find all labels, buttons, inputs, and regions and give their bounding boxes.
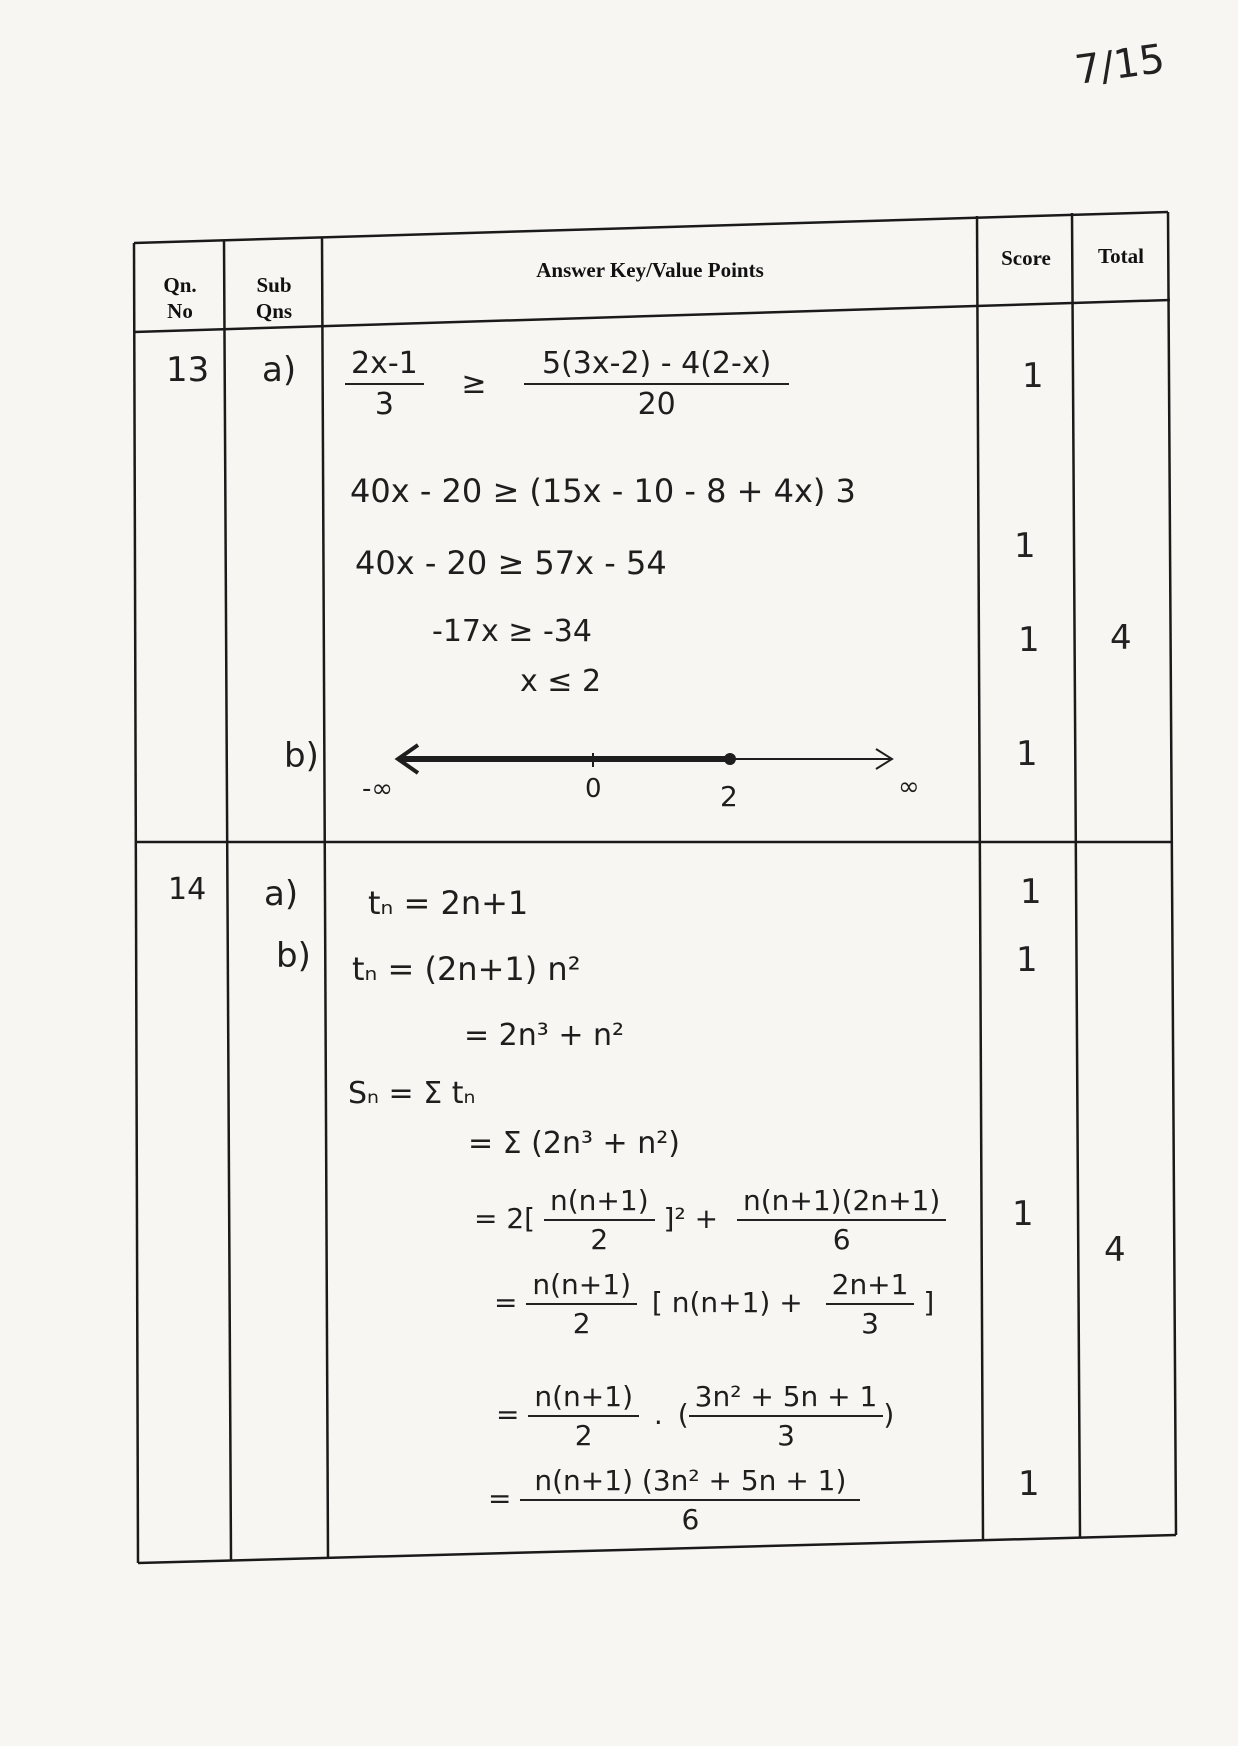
q14-line2: tₙ = (2n+1) n² <box>352 950 581 988</box>
q14-line3: = 2n³ + n² <box>464 1018 625 1053</box>
q13-numberline-two: 2 <box>720 780 738 813</box>
q14-line6-a-num: n(n+1) <box>544 1184 655 1221</box>
q14-line8-b-den: 3 <box>777 1419 795 1452</box>
q14-line9-den: 6 <box>681 1503 700 1536</box>
q14-score-2: 1 <box>1016 940 1038 980</box>
header-qn-no: Qn. No <box>163 273 197 323</box>
q13-score-1: 1 <box>1022 356 1044 396</box>
q14-line8-a-den: 2 <box>574 1419 593 1452</box>
q13-sub-b: b) <box>284 736 319 776</box>
q13-number-line <box>390 735 910 795</box>
q14-line6-b-den: 6 <box>832 1223 851 1256</box>
q14-sub-a: a) <box>264 874 299 914</box>
q14-score-4: 1 <box>1018 1464 1040 1504</box>
q14-line6-a-den: 2 <box>590 1223 609 1256</box>
q14-line8: = $\frac{n(n+1)}{2}$ . ( $\frac{\text{3n² + 5n + 1}}{3}$ ) <box>496 1380 895 1452</box>
q13-score-2: 1 <box>1014 526 1036 566</box>
header-score: Score <box>1001 246 1051 270</box>
q13-score-3: 1 <box>1018 620 1040 660</box>
q13-line1-rhs-den: 20 <box>637 387 676 422</box>
q14-line8-b-num: 3n² + 5n + 1 <box>689 1380 884 1417</box>
q14-line9-num: n(n+1) (3n² + 5n + 1) <box>520 1464 860 1501</box>
q14-line7-mid: [ n(n+1) + <box>651 1286 803 1319</box>
q13-numberline-zero: 0 <box>585 774 602 804</box>
q14-total: 4 <box>1104 1230 1126 1270</box>
q14-line6-prefix: = 2[ <box>474 1202 536 1235</box>
q13-line1-rhs-num: 5(3x-2) - 4(2-x) <box>524 346 789 385</box>
q14-line7-b-num: 2n+1 <box>826 1268 915 1305</box>
q13-score-4: 1 <box>1016 734 1038 774</box>
q14-line7-end: ] <box>923 1286 935 1319</box>
q14-line7-b-den: 3 <box>861 1307 879 1340</box>
q14-line9: = $\frac{\text{n(n+1) (3n² + 5n + 1)}}{6}$ <box>488 1464 860 1536</box>
q14-line7: = $\frac{n(n+1)}{2}$ [ n(n+1) + $\frac{2n+1}{3}$ ] <box>494 1268 935 1340</box>
q14-line5: = Σ (2n³ + n²) <box>468 1126 680 1161</box>
page-number: 7/15 <box>1072 35 1168 95</box>
q13-numberline-neg-inf: -∞ <box>362 774 394 804</box>
q14-score-3: 1 <box>1012 1194 1034 1234</box>
q14-score-1: 1 <box>1020 872 1042 912</box>
q14-line4: Sₙ = Σ tₙ <box>348 1076 476 1111</box>
q13-line1-lhs-num: 2x-1 <box>345 346 424 385</box>
q14-line1: tₙ = 2n+1 <box>368 884 529 922</box>
q14-line6-mid: ]² + <box>663 1202 719 1235</box>
q13-line1-op: ≥ <box>461 365 487 401</box>
q13-sub-a: a) <box>262 350 297 390</box>
header-answer-key: Answer Key/Value Points <box>536 258 764 282</box>
q14-line6-b-num: n(n+1)(2n+1) <box>737 1184 946 1221</box>
q14-number: 14 <box>168 872 207 907</box>
header-total: Total <box>1098 244 1144 268</box>
q13-line1-lhs-den: 3 <box>374 387 394 422</box>
q14-line7-a-num: n(n+1) <box>526 1268 637 1305</box>
q13-line5: x ≤ 2 <box>520 664 602 699</box>
q13-total: 4 <box>1110 618 1132 658</box>
q13-line3: 40x - 20 ≥ 57x - 54 <box>355 544 667 582</box>
q14-line8-a-num: n(n+1) <box>528 1380 639 1417</box>
q14-line6 <box>474 1184 946 1256</box>
q14-line7-a-den: 2 <box>572 1307 591 1340</box>
q13-numberline-pos-inf: ∞ <box>898 772 920 802</box>
q13-line1 <box>345 346 789 422</box>
q13-line2: 40x - 20 ≥ (15x - 10 - 8 + 4x) 3 <box>350 472 856 510</box>
q13-number: 13 <box>166 350 210 390</box>
q13-line4: -17x ≥ -34 <box>432 614 592 649</box>
header-sub-qns: Sub Qns <box>255 273 293 323</box>
q14-sub-b: b) <box>276 936 311 976</box>
